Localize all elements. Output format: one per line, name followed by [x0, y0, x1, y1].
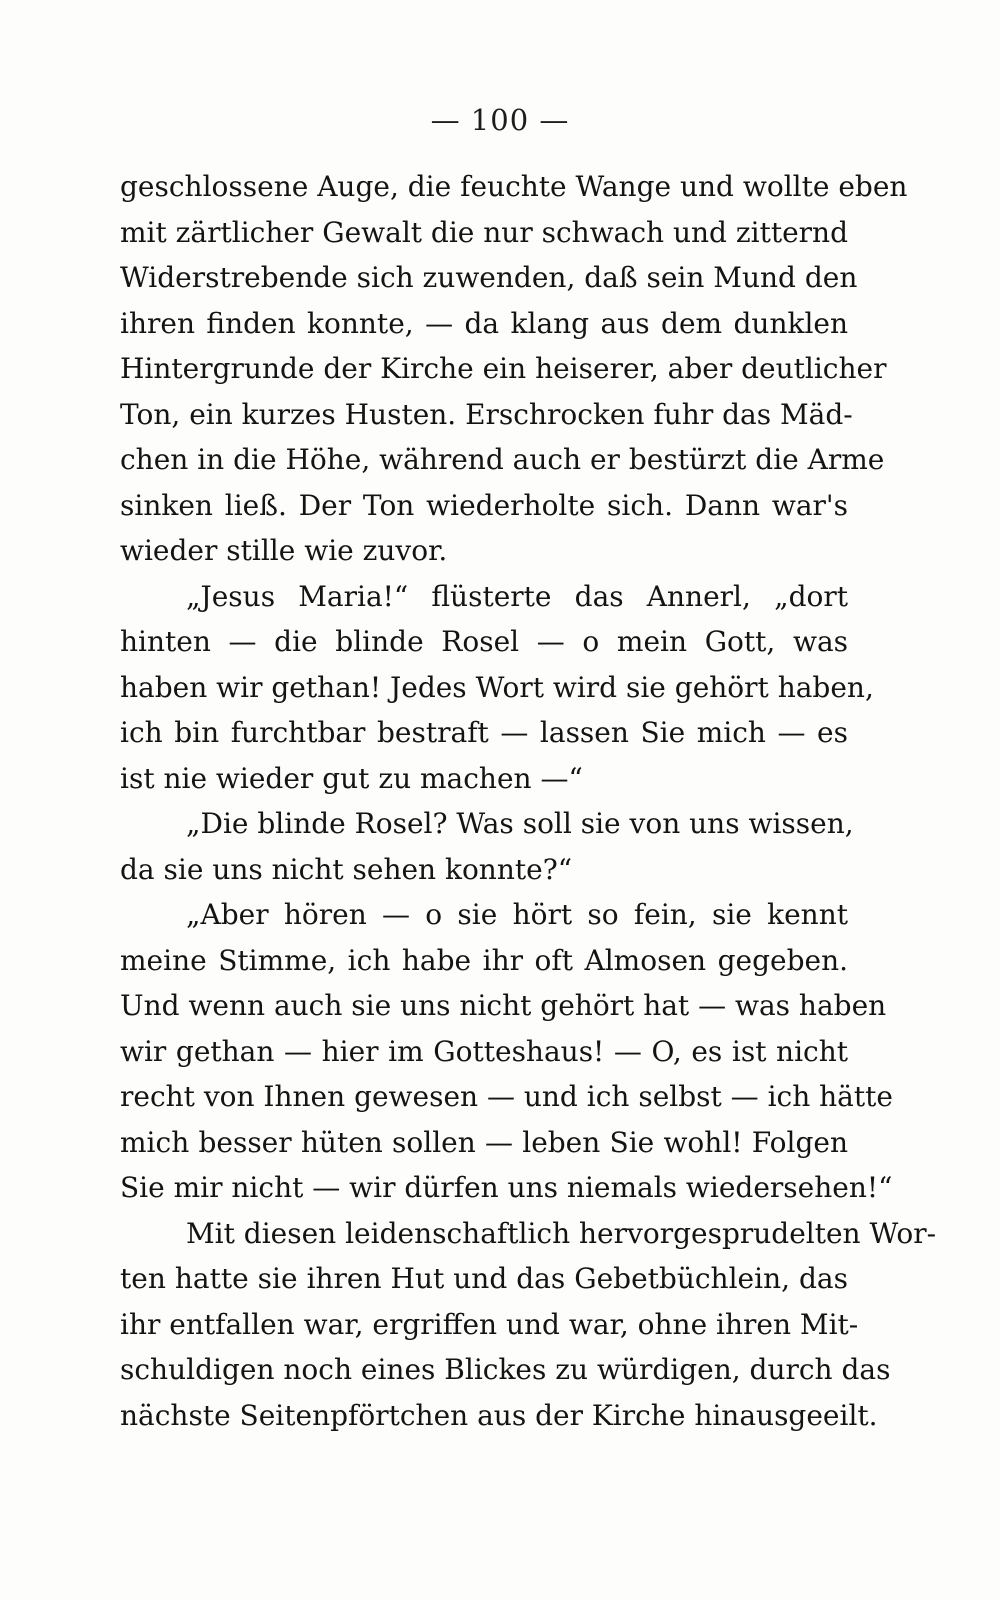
text-line: mich besser hüten sollen — leben Sie wohl! Folgen — [120, 1125, 848, 1159]
text-line: Sie mir nicht — wir dürfen uns niemals wiedersehen!“ — [120, 1171, 893, 1204]
text-line: geschlossene Auge, die feuchte Wange und wollte eben — [120, 170, 908, 203]
text-line: da sie uns nicht sehen konnte?“ — [120, 852, 573, 886]
text-line: recht von Ihnen gewesen — und ich selbst — ich hätte — [120, 1080, 893, 1113]
text-line: „Jesus Maria!“ flüsterte das Annerl, „dort — [186, 579, 848, 613]
text-line: chen in die Höhe, während auch er bestürzt die Arme — [120, 443, 885, 476]
text-line: wieder stille wie zuvor. — [120, 534, 448, 567]
text-line: ich bin furchtbar bestraft — lassen Sie mich — es — [120, 716, 848, 749]
text-line: wir gethan — hier im Gotteshaus! — O, es ist nicht — [120, 1034, 848, 1068]
text-line: „Aber hören — o sie hört so fein, sie kennt — [186, 898, 848, 931]
text-line: ihr entfallen war, ergriffen und war, ohne ihren Mit- — [120, 1307, 859, 1341]
text-line: meine Stimme, ich habe ihr oft Almosen gegeben. — [120, 943, 848, 977]
text-line: schuldigen noch eines Blickes zu würdigen, durch das — [120, 1353, 891, 1386]
text-line: sinken ließ. Der Ton wiederholte sich. Dann war's — [120, 488, 848, 522]
text-line: ten hatte sie ihren Hut und das Gebetbüchlein, das — [120, 1262, 848, 1295]
text-line: Mit diesen leidenschaftlich hervorgesprudelten Wor- — [186, 1216, 937, 1250]
text-line: nächste Seitenpförtchen aus der Kirche hinausgeeilt. — [120, 1398, 878, 1432]
text-line: mit zärtlicher Gewalt die nur schwach und zitternd — [120, 215, 848, 249]
text-line: hinten — die blinde Rosel — o mein Gott, was — [120, 625, 848, 658]
page-number: — 100 — — [430, 103, 570, 137]
text-line: Ton, ein kurzes Husten. Erschrocken fuhr das Mäd- — [120, 397, 853, 431]
text-line: haben wir gethan! Jedes Wort wird sie gehört haben, — [120, 670, 874, 704]
text-line: „Die blinde Rosel? Was soll sie von uns wissen, — [186, 807, 854, 840]
text-line: ihren finden konnte, — da klang aus dem dunklen — [120, 306, 848, 340]
text-line: Und wenn auch sie uns nicht gehört hat — was haben — [120, 989, 887, 1022]
text-line: ist nie wieder gut zu machen —“ — [120, 761, 583, 795]
text-line: Hintergrunde der Kirche ein heiserer, aber deutlicher — [120, 352, 887, 385]
text-line: Widerstrebende sich zuwenden, daß sein Mund den — [120, 261, 858, 294]
body-text — [120, 164, 937, 1438]
